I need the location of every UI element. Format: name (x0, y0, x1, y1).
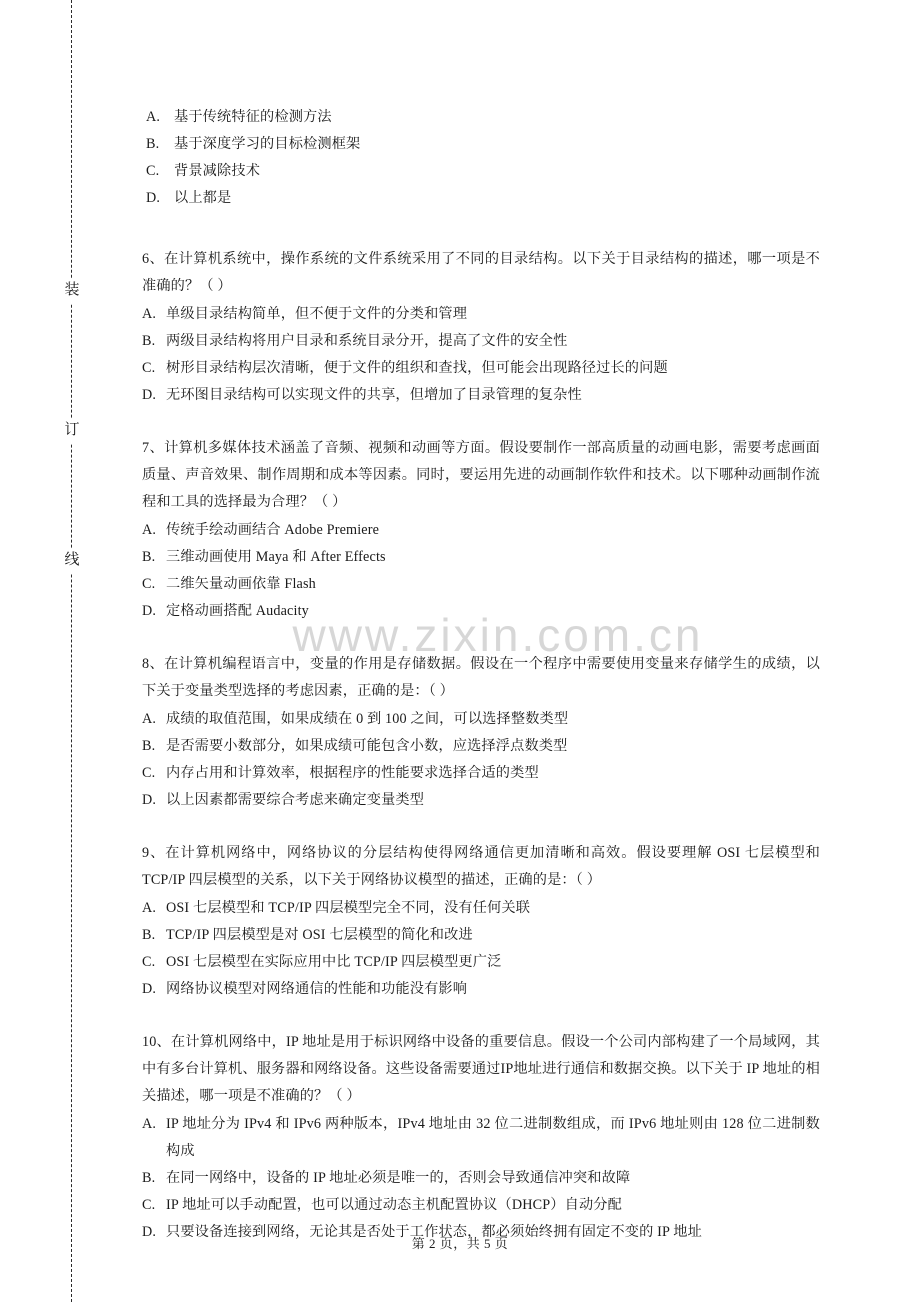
option-text: 在同一网络中，设备的 IP 地址必须是唯一的，否则会导致通信冲突和故障 (166, 1170, 631, 1186)
option-text: 两级目录结构将用户目录和系统目录分开，提高了文件的安全性 (166, 333, 568, 349)
option-tag: C. (142, 576, 156, 592)
option-row[interactable] (142, 706, 820, 733)
continued-options-group (142, 0, 820, 212)
option-row[interactable] (142, 571, 820, 598)
option-tag: A. (142, 711, 157, 727)
option-text: 无环图目录结构可以实现文件的共享，但增加了目录管理的复杂性 (166, 387, 582, 403)
question-block-8 (142, 651, 820, 814)
option-tag: B. (142, 549, 156, 565)
binding-char-zhuang: 装 (55, 278, 89, 303)
option-text: 内存占用和计算效率，根据程序的性能要求选择合适的类型 (166, 765, 539, 781)
binding-margin (0, 0, 112, 1302)
option-tag: B. (142, 333, 156, 349)
option-tag: C. (142, 765, 156, 781)
page-content (142, 0, 820, 1302)
option-row[interactable] (142, 544, 820, 571)
option-text: 只要设备连接到网络，无论其是否处于工作状态，都必须始终拥有固定不变的 IP 地址 (166, 1224, 702, 1240)
option-tag: A. (142, 1116, 157, 1132)
watermark: www.zixin.com.cn (292, 609, 704, 661)
option-tag: A. (142, 306, 157, 322)
option-tag: D. (142, 792, 157, 808)
option-row[interactable] (142, 895, 820, 922)
option-tag: B. (142, 927, 156, 943)
option-row[interactable] (142, 949, 820, 976)
question-block-9 (142, 840, 820, 1003)
option-row[interactable] (142, 1165, 820, 1192)
option-row[interactable] (142, 1111, 820, 1165)
option-text: 网络协议模型对网络通信的性能和功能没有影响 (166, 981, 468, 997)
question-block-6 (142, 246, 820, 409)
option-tag: B. (142, 738, 156, 754)
option-row[interactable] (142, 922, 820, 949)
option-text: 是否需要小数部分，如果成绩可能包含小数，应选择浮点数类型 (166, 738, 568, 754)
option-row[interactable] (142, 382, 820, 409)
option-tag: D. (142, 387, 157, 403)
option-row[interactable] (142, 185, 820, 212)
option-tag: D. (142, 1224, 157, 1240)
option-text: IP 地址分为 IPv4 和 IPv6 两种版本，IPv4 地址由 32 位二进制数组成，而 IPv6 地址则由 128 位二进制数构成 (166, 1116, 820, 1159)
question-stem: 10、在计算机网络中，IP 地址是用于标识网络中设备的重要信息。假设一个公司内部构建了一个局域网，其中有多台计算机、服务器和网络设备。这些设备需要通过IP地址进行通信和数据交换。以下关于 IP 地址的相关描述，哪一项是不准确的？（ ） (142, 1034, 820, 1104)
question-stem: 7、计算机多媒体技术涵盖了音频、视频和动画等方面。假设要制作一部高质量的动画电影，需要考虑画面质量、声音效果、制作周期和成本等因素。同时，要运用先进的动画制作软件和技术。以下哪种动画制作流程和工具的选择最为合理？（ ） (142, 440, 820, 510)
questions-list (142, 246, 820, 1246)
option-text: 传统手绘动画结合 Adobe Premiere (166, 522, 380, 538)
option-text: 以上因素都需要综合考虑来确定变量类型 (166, 792, 425, 808)
option-row[interactable] (142, 104, 820, 131)
question-stem: 8、在计算机编程语言中，变量的作用是存储数据。假设在一个程序中需要使用变量来存储学生的成绩，以下关于变量类型选择的考虑因素，正确的是：（ ） (142, 656, 820, 699)
option-tag: D. (142, 603, 157, 619)
question-block-7 (142, 435, 820, 625)
option-text: 以上都是 (174, 190, 232, 206)
option-text: OSI 七层模型在实际应用中比 TCP/IP 四层模型更广泛 (166, 954, 502, 970)
option-tag: C. (146, 163, 160, 179)
question-stem: 9、在计算机网络中，网络协议的分层结构使得网络通信更加清晰和高效。假设要理解 OSI 七层模型和 TCP/IP 四层模型的关系，以下关于网络协议模型的描述，正确的是：（ ） (142, 845, 820, 888)
page-footer: 第 2 页，共 5 页 (411, 1236, 509, 1251)
option-row[interactable] (142, 1192, 820, 1219)
binding-char-ding: 订 (55, 418, 89, 443)
option-row[interactable] (142, 131, 820, 158)
option-tag: A. (142, 522, 157, 538)
option-row[interactable] (142, 976, 820, 1003)
option-text: OSI 七层模型和 TCP/IP 四层模型完全不同，没有任何关联 (166, 900, 531, 916)
option-text: 三维动画使用 Maya 和 After Effects (166, 549, 386, 565)
option-tag: C. (142, 1197, 156, 1213)
question-block-10 (142, 1029, 820, 1246)
question-stem: 6、在计算机系统中，操作系统的文件系统采用了不同的目录结构。以下关于目录结构的描述，哪一项是不准确的？（ ） (142, 251, 820, 294)
option-text: 二维矢量动画依靠 Flash (166, 576, 316, 592)
option-text: 树形目录结构层次清晰，便于文件的组织和查找，但可能会出现路径过长的问题 (166, 360, 668, 376)
option-row[interactable] (142, 787, 820, 814)
option-text: 基于深度学习的目标检测框架 (174, 136, 361, 152)
option-text: IP 地址可以手动配置，也可以通过动态主机配置协议（DHCP）自动分配 (166, 1197, 622, 1213)
option-row[interactable] (142, 517, 820, 544)
option-tag: A. (146, 109, 161, 125)
option-tag: D. (146, 190, 161, 206)
option-row[interactable] (142, 301, 820, 328)
binding-dashed-line (71, 0, 72, 1302)
option-tag: B. (142, 1170, 156, 1186)
option-tag: C. (142, 360, 156, 376)
option-tag: B. (146, 136, 160, 152)
option-text: 定格动画搭配 Audacity (166, 603, 309, 619)
option-text: 背景减除技术 (174, 163, 261, 179)
option-row[interactable] (142, 355, 820, 382)
option-row[interactable] (142, 158, 820, 185)
option-tag: A. (142, 900, 157, 916)
option-text: 基于传统特征的检测方法 (174, 109, 332, 125)
option-text: TCP/IP 四层模型是对 OSI 七层模型的简化和改进 (166, 927, 473, 943)
binding-char-xian: 线 (55, 548, 89, 573)
option-row[interactable] (142, 598, 820, 625)
option-row[interactable] (142, 760, 820, 787)
option-row[interactable] (142, 733, 820, 760)
option-tag: D. (142, 981, 157, 997)
option-text: 单级目录结构简单，但不便于文件的分类和管理 (166, 306, 468, 322)
option-text: 成绩的取值范围，如果成绩在 0 到 100 之间，可以选择整数类型 (166, 711, 569, 727)
option-tag: C. (142, 954, 156, 970)
option-row[interactable] (142, 328, 820, 355)
